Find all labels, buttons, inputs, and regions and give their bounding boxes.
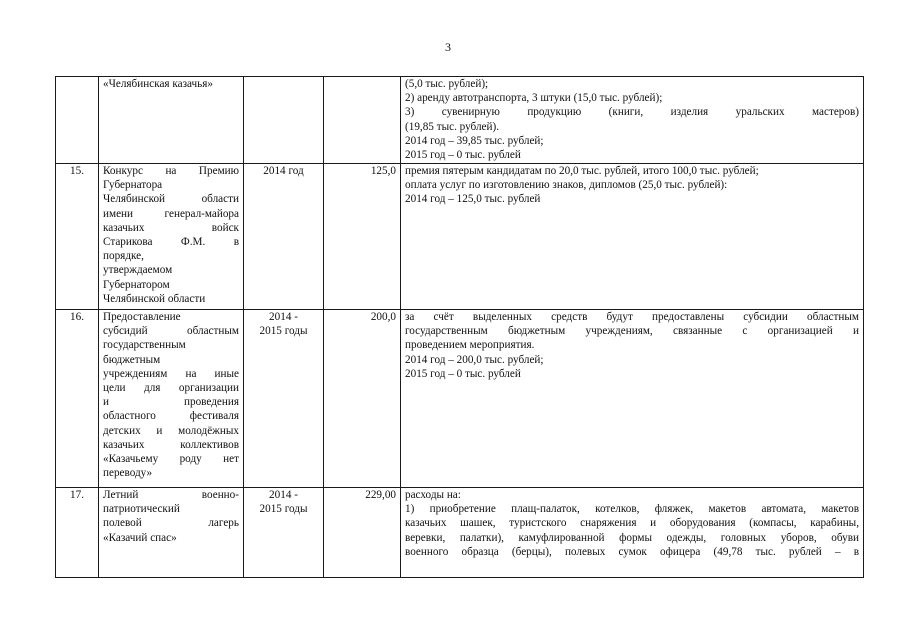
description-line: веревки, палатки), камуфлированной формы одежды, головных уборов, обуви bbox=[405, 531, 859, 544]
activity-name-cell bbox=[99, 488, 244, 578]
activity-name-line: и проведения bbox=[103, 396, 239, 409]
table-row bbox=[56, 77, 864, 164]
activity-name-line: Летний военно- bbox=[103, 489, 239, 501]
activity-name-line: цели для организации bbox=[103, 382, 239, 395]
activity-name-line: Челябинской области bbox=[103, 292, 206, 305]
table-body bbox=[56, 77, 864, 578]
activity-name-cell bbox=[99, 164, 244, 310]
activity-name-line: казачьих войск bbox=[103, 221, 239, 234]
description-cell bbox=[401, 164, 864, 310]
period-line: 2014 год bbox=[263, 165, 304, 177]
row-number-cell: 15. bbox=[56, 164, 99, 310]
description-cell bbox=[401, 310, 864, 488]
activity-name-cell bbox=[99, 310, 244, 488]
table-row bbox=[56, 164, 864, 310]
description-line: за счёт выделенных средств будут предоставлены субсидии областным bbox=[405, 311, 859, 323]
activity-name-line: Губернатором bbox=[103, 278, 170, 291]
description-cell bbox=[401, 77, 864, 164]
activity-name-line: Челябинской области bbox=[103, 193, 239, 206]
activity-name-line: «Казачьему роду нет bbox=[103, 453, 239, 466]
period-cell bbox=[244, 310, 324, 488]
period-line: 2014 - bbox=[269, 311, 298, 323]
activity-name-cell bbox=[99, 77, 244, 164]
row-number-cell bbox=[56, 77, 99, 164]
activity-name-line: порядке, bbox=[103, 250, 144, 263]
description-line: премия пятерым кандидатам по 20,0 тыс. рублей, итого 100,0 тыс. рублей; bbox=[405, 165, 759, 177]
period-line: 2015 годы bbox=[259, 325, 308, 338]
activity-name-line: переводу» bbox=[103, 467, 153, 480]
description-line: 1) приобретение плащ-палаток, котелков, фляжек, макетов автомата, макетов bbox=[405, 503, 859, 516]
description-cell bbox=[401, 488, 864, 578]
description-line: расходы на: bbox=[405, 489, 461, 501]
table-row bbox=[56, 310, 864, 488]
description-line: (5,0 тыс. рублей); bbox=[405, 78, 489, 90]
description-line: казачьих шашек, туристского снаряжения и оборудования (компасы, карабины, bbox=[405, 517, 859, 530]
amount-cell: 125,0 bbox=[324, 164, 401, 310]
table-row bbox=[56, 488, 864, 578]
activity-name-line: детских и молодёжных bbox=[103, 424, 239, 437]
activity-name-line: казачьих коллективов bbox=[103, 438, 239, 451]
period-line: 2015 годы bbox=[259, 503, 308, 516]
activity-name-line: субсидий областным bbox=[103, 325, 239, 338]
activity-name-line: учреждениям на иные bbox=[103, 367, 239, 380]
description-line: 2014 год – 200,0 тыс. рублей; bbox=[405, 353, 544, 366]
description-line: государственным бюджетным учреждениям, связанные с организацией и bbox=[405, 325, 859, 338]
description-line: 2014 год – 125,0 тыс. рублей bbox=[405, 193, 541, 206]
row-number-cell: 17. bbox=[56, 488, 99, 578]
activity-name-line: бюджетным bbox=[103, 353, 161, 366]
description-line: 3) сувенирную продукцию (книги, изделия уральских мастеров) bbox=[405, 106, 859, 119]
description-line: 2) аренду автотранспорта, 3 штуки (15,0 тыс. рублей); bbox=[405, 92, 663, 105]
description-line: военного образца (берцы), полевых сумок офицера (49,78 тыс. рублей – в bbox=[405, 545, 859, 558]
amount-cell: 229,00 bbox=[324, 488, 401, 578]
activity-name-line: областного фестиваля bbox=[103, 410, 239, 423]
amount-cell: 200,0 bbox=[324, 310, 401, 488]
activity-name-line: государственным bbox=[103, 339, 186, 352]
period-cell bbox=[244, 164, 324, 310]
activities-table bbox=[55, 76, 864, 578]
activity-name-line: утверждаемом bbox=[103, 264, 173, 277]
row-number-cell: 16. bbox=[56, 310, 99, 488]
description-line: (19,85 тыс. рублей). bbox=[405, 120, 500, 133]
activity-name-line: Губернатора bbox=[103, 179, 163, 192]
description-line: 2014 год – 39,85 тыс. рублей; bbox=[405, 134, 544, 147]
activity-name-line: «Челябинская казачья» bbox=[103, 78, 214, 90]
activity-name-line: Предоставление bbox=[103, 311, 181, 323]
period-line: 2014 - bbox=[269, 489, 298, 501]
activity-name-line: «Казачий спас» bbox=[103, 531, 177, 544]
period-cell bbox=[244, 488, 324, 578]
description-line: 2015 год – 0 тыс. рублей bbox=[405, 367, 521, 380]
description-line: 2015 год – 0 тыс. рублей bbox=[405, 149, 521, 162]
description-line: оплата услуг по изготовлению знаков, дипломов (25,0 тыс. рублей): bbox=[405, 179, 728, 192]
activity-name-line: Конкурс на Премию bbox=[103, 165, 239, 177]
activity-name-line: имени генерал-майора bbox=[103, 207, 239, 220]
page-bottom-margin bbox=[0, 578, 905, 640]
activity-name-line: полевой лагерь bbox=[103, 517, 239, 530]
amount-cell bbox=[324, 77, 401, 164]
period-cell bbox=[244, 77, 324, 164]
description-line: проведением мероприятия. bbox=[405, 339, 535, 352]
activity-name-line: патриотический bbox=[103, 503, 180, 516]
page-number: 3 bbox=[445, 40, 451, 54]
activity-name-line: Старикова Ф.М. в bbox=[103, 236, 239, 249]
